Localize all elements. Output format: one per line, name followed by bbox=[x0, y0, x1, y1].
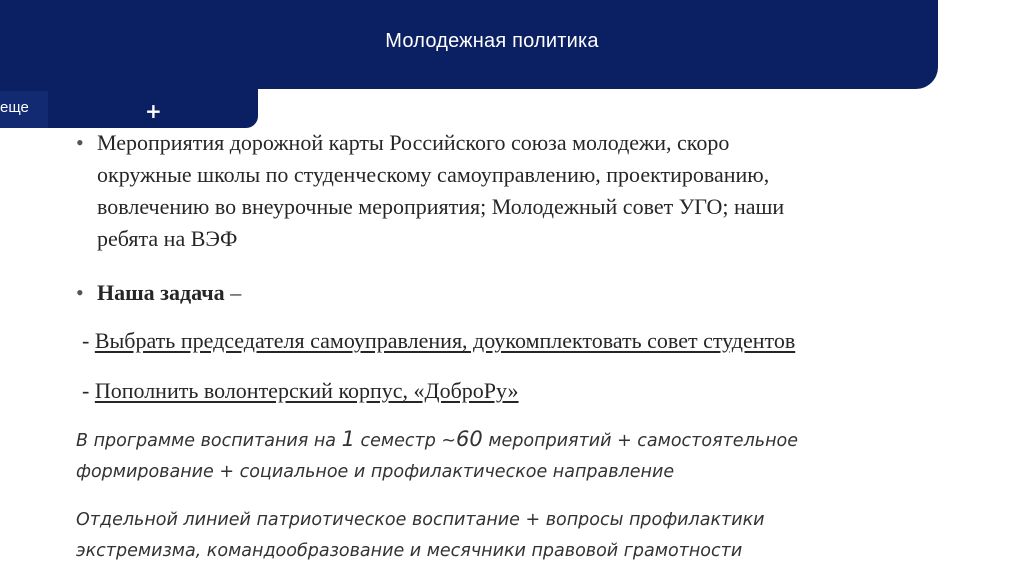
note-1-part-3: мероприятий + самостоятельное bbox=[482, 431, 798, 451]
task-dash: - bbox=[82, 378, 95, 403]
note-2-line-1: Отдельной линией патриотическое воспитание + вопросы профилактики bbox=[76, 510, 765, 530]
bullet-item-1-line-1: Мероприятия дорожной карты Российского союза молодежи, скоро bbox=[97, 130, 730, 155]
note-1 bbox=[76, 424, 976, 488]
bullet-item-1-line-3: вовлечению во внеурочные мероприятия; Молодежный совет УГО; наши bbox=[97, 194, 785, 219]
note-1-line-2: формирование + социальное и профилактическое направление bbox=[76, 462, 675, 482]
note-1-number-1: 1 bbox=[341, 427, 355, 451]
bullet-item-1-line-2: окружные школы по студенческому самоуправлению, проектированию, bbox=[97, 162, 770, 187]
bullet-dot: • bbox=[76, 280, 84, 305]
bullet-item-1 bbox=[76, 127, 956, 257]
task-1-text: Выбрать председателя самоуправления, доукомплектовать совет студентов bbox=[94, 328, 796, 353]
bullet-item-2-text bbox=[97, 277, 957, 309]
bullet-item-1-text bbox=[97, 127, 957, 255]
task-heading: Наша задача bbox=[97, 280, 225, 305]
bullet-item-2 bbox=[76, 277, 956, 311]
note-2-line-2: экстремизма, командообразование и месячники правовой грамотности bbox=[76, 541, 743, 561]
task-line-1 bbox=[82, 325, 982, 357]
bullet-dot: • bbox=[76, 130, 84, 155]
task-line-2 bbox=[82, 375, 982, 407]
note-1-number-2: 60 bbox=[456, 427, 483, 451]
task-2-text: Пополнить волонтерский корпус, «ДоброРу» bbox=[94, 378, 519, 403]
note-1-line-1 bbox=[76, 424, 976, 457]
note-1-part-2: семестр ~ bbox=[354, 431, 457, 451]
note-1-part-1: В программе воспитания на bbox=[76, 431, 342, 451]
bullet-item-1-line-4: ребята на ВЭФ bbox=[97, 226, 238, 251]
plus-icon[interactable]: + bbox=[145, 99, 162, 123]
task-dash: - bbox=[82, 328, 95, 353]
note-2 bbox=[76, 505, 976, 567]
task-heading-dash: – bbox=[224, 280, 242, 305]
slide-title: Молодежная политика bbox=[385, 30, 599, 52]
more-tab-label[interactable]: еще bbox=[0, 99, 29, 116]
